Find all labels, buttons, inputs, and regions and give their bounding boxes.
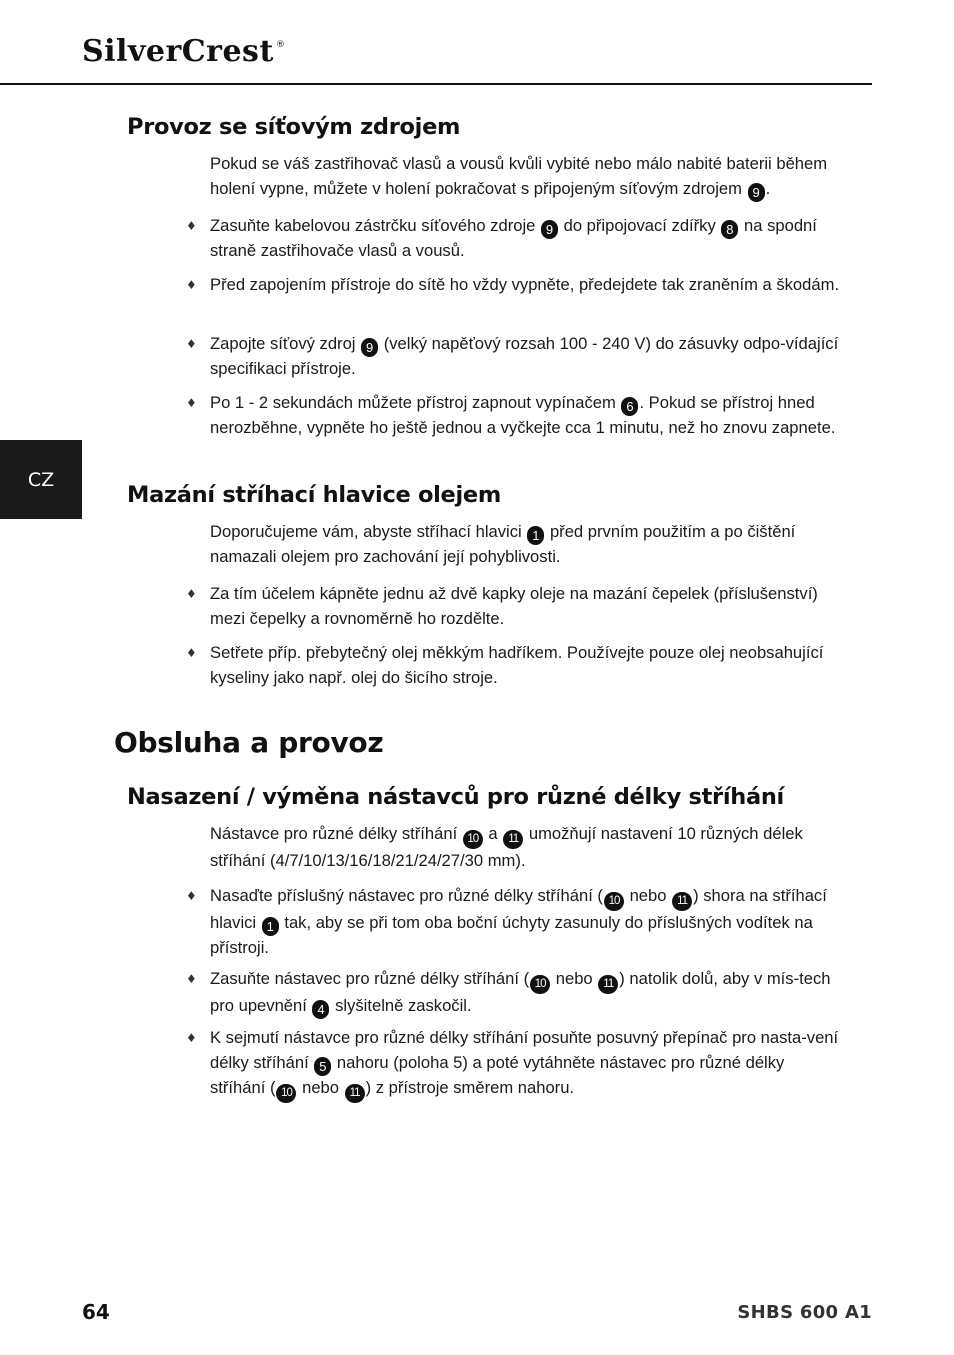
text-run: Doporučujeme vám, abyste stříhací hlavici [210, 522, 527, 541]
list-item-text [210, 332, 842, 382]
section-heading: Provoz se síťovým zdrojem [127, 114, 461, 140]
header-rule [0, 83, 872, 85]
reference-number-badge: 9 [748, 183, 765, 202]
text-run: před prvním použitím a po čištění namazali olejem pro zachování její pohyblivosti. [210, 522, 796, 566]
section-heading: Nasazení / výměna nástavců pro různé délky stříhání [127, 784, 784, 810]
bullet-icon: ♦ [186, 219, 197, 233]
language-tab: CZ [0, 440, 82, 519]
text-run: a [483, 824, 503, 843]
reference-number-badge: 10 [463, 830, 483, 849]
text-run: Nástavce pro různé délky stříhání [210, 824, 462, 843]
section-heading: Mazání stříhací hlavice olejem [127, 482, 502, 508]
paragraph [210, 822, 842, 874]
paragraph [210, 520, 842, 570]
text-run: nebo [297, 1077, 344, 1097]
list-item-text [210, 391, 842, 441]
list-item-text [210, 273, 842, 298]
text-run: nahoru (poloha 5) a poté vytáhněte nástavec pro různé délky stříhání ( [210, 1052, 785, 1097]
reference-number-badge: 11 [598, 975, 618, 994]
text-run: Před zapojením přístroje do sítě ho vždy vypněte, předejdete tak zraněním a škodám. [210, 275, 840, 294]
list-item [186, 273, 842, 298]
text-run: Zasuňte nástavec pro různé délky stříhání ( [210, 969, 530, 988]
list-item [186, 332, 842, 382]
reference-number-badge: 8 [721, 220, 738, 239]
reference-number-badge: 10 [604, 892, 624, 911]
text-run: nebo [624, 886, 672, 905]
text-run: Setřete příp. přebytečný olej měkkým hadříkem. Používejte pouze olej neobsahující kyseliny jako např. olej do šicího stroje. [210, 643, 824, 687]
reference-number-badge: 11 [345, 1084, 365, 1103]
list-item-text [210, 884, 842, 961]
reference-number-badge: 10 [530, 975, 550, 994]
text-run: Zapojte síťový zdroj [210, 334, 361, 353]
reference-number-badge: 1 [527, 526, 544, 545]
list-item [186, 391, 842, 441]
reference-number-badge: 1 [262, 917, 279, 936]
chapter-heading: Obsluha a provoz [114, 726, 384, 759]
list-item [186, 582, 842, 631]
text-run: Zasuňte kabelovou zástrčku síťového zdroje [210, 216, 540, 235]
text-run: umožňují nastavení 10 různých délek stříhání (4/7/10/13/16/18/21/24/27/30 mm). [210, 824, 803, 870]
text-run: ) natolik dolů, aby v mís-tech pro upevnění [210, 969, 831, 1015]
text-run: slyšitelně zaskočil. [330, 996, 472, 1015]
text-run: (velký napěťový rozsah 100 - 240 V) do zásuvky odpo-vídající specifikaci přístroje. [210, 334, 839, 378]
reference-number-badge: 10 [276, 1084, 296, 1103]
reference-number-badge: 9 [361, 338, 378, 357]
bullet-icon: ♦ [186, 396, 197, 410]
reference-number-badge: 9 [541, 220, 558, 239]
text-run: K sejmutí nástavce pro různé délky stříhání posuňte posuvný přepínač pro nasta-vení délky stříhání [210, 1028, 839, 1072]
text-run: . Pokud se přístroj hned nerozběhne, vypněte ho ještě jednou a vyčkejte cca 1 minutu, než ho znovu zapnete. [210, 393, 836, 437]
list-item [186, 1026, 842, 1103]
list-item-text [210, 214, 842, 264]
page-number: 64 [82, 1300, 110, 1324]
list-item [186, 641, 842, 690]
reference-number-badge: 11 [503, 830, 523, 849]
list-item-text [210, 1026, 842, 1103]
text-run: na spodní straně zastřihovače vlasů a vousů. [210, 216, 817, 260]
reference-number-badge: 5 [314, 1057, 331, 1076]
text-run: Nasaďte příslušný nástavec pro různé délky stříhání ( [210, 886, 603, 905]
reference-number-badge: 6 [621, 397, 638, 416]
bullet-icon: ♦ [186, 1031, 197, 1045]
list-item [186, 214, 842, 264]
text-run: Pokud se váš zastřihovač vlasů a vousů kvůli vybité nebo málo nabité baterii během holení vypne, můžete v holení pokračovat s připojeným síťovým zdrojem [210, 154, 828, 198]
list-item-text [210, 967, 842, 1019]
text-run: Po 1 - 2 sekundách můžete přístroj zapnout vypínačem [210, 393, 621, 412]
text-run: ) shora na stříhací hlavici [210, 886, 827, 932]
bullet-icon: ♦ [186, 889, 197, 903]
text-run: Za tím účelem kápněte jednu až dvě kapky oleje na mazání čepelek (příslušenství) mezi čepelky a rovnoměrně ho rozdělte. [210, 584, 818, 628]
text-run: ) z přístroje směrem nahoru. [365, 1077, 575, 1097]
bullet-icon: ♦ [186, 278, 197, 292]
text-run: nebo [551, 969, 598, 988]
bullet-icon: ♦ [186, 587, 197, 601]
text-run: do připojovací zdířky [558, 216, 721, 235]
model-number: SHBS 600 A1 [737, 1302, 872, 1323]
bullet-icon: ♦ [186, 646, 197, 660]
text-run: . [765, 178, 771, 198]
text-run: tak, aby se při tom oba boční úchyty zasunuly do příslušných vodítek na přístroji. [210, 913, 813, 957]
list-item [186, 884, 842, 961]
bullet-icon: ♦ [186, 337, 197, 351]
reference-number-badge: 4 [312, 1000, 329, 1019]
paragraph [210, 152, 842, 202]
list-item [186, 967, 842, 1019]
reference-number-badge: 11 [672, 892, 692, 911]
brand-logo: SilverCrest ® [82, 34, 286, 69]
list-item-text [210, 641, 842, 690]
list-item-text [210, 582, 842, 631]
bullet-icon: ♦ [186, 972, 197, 986]
